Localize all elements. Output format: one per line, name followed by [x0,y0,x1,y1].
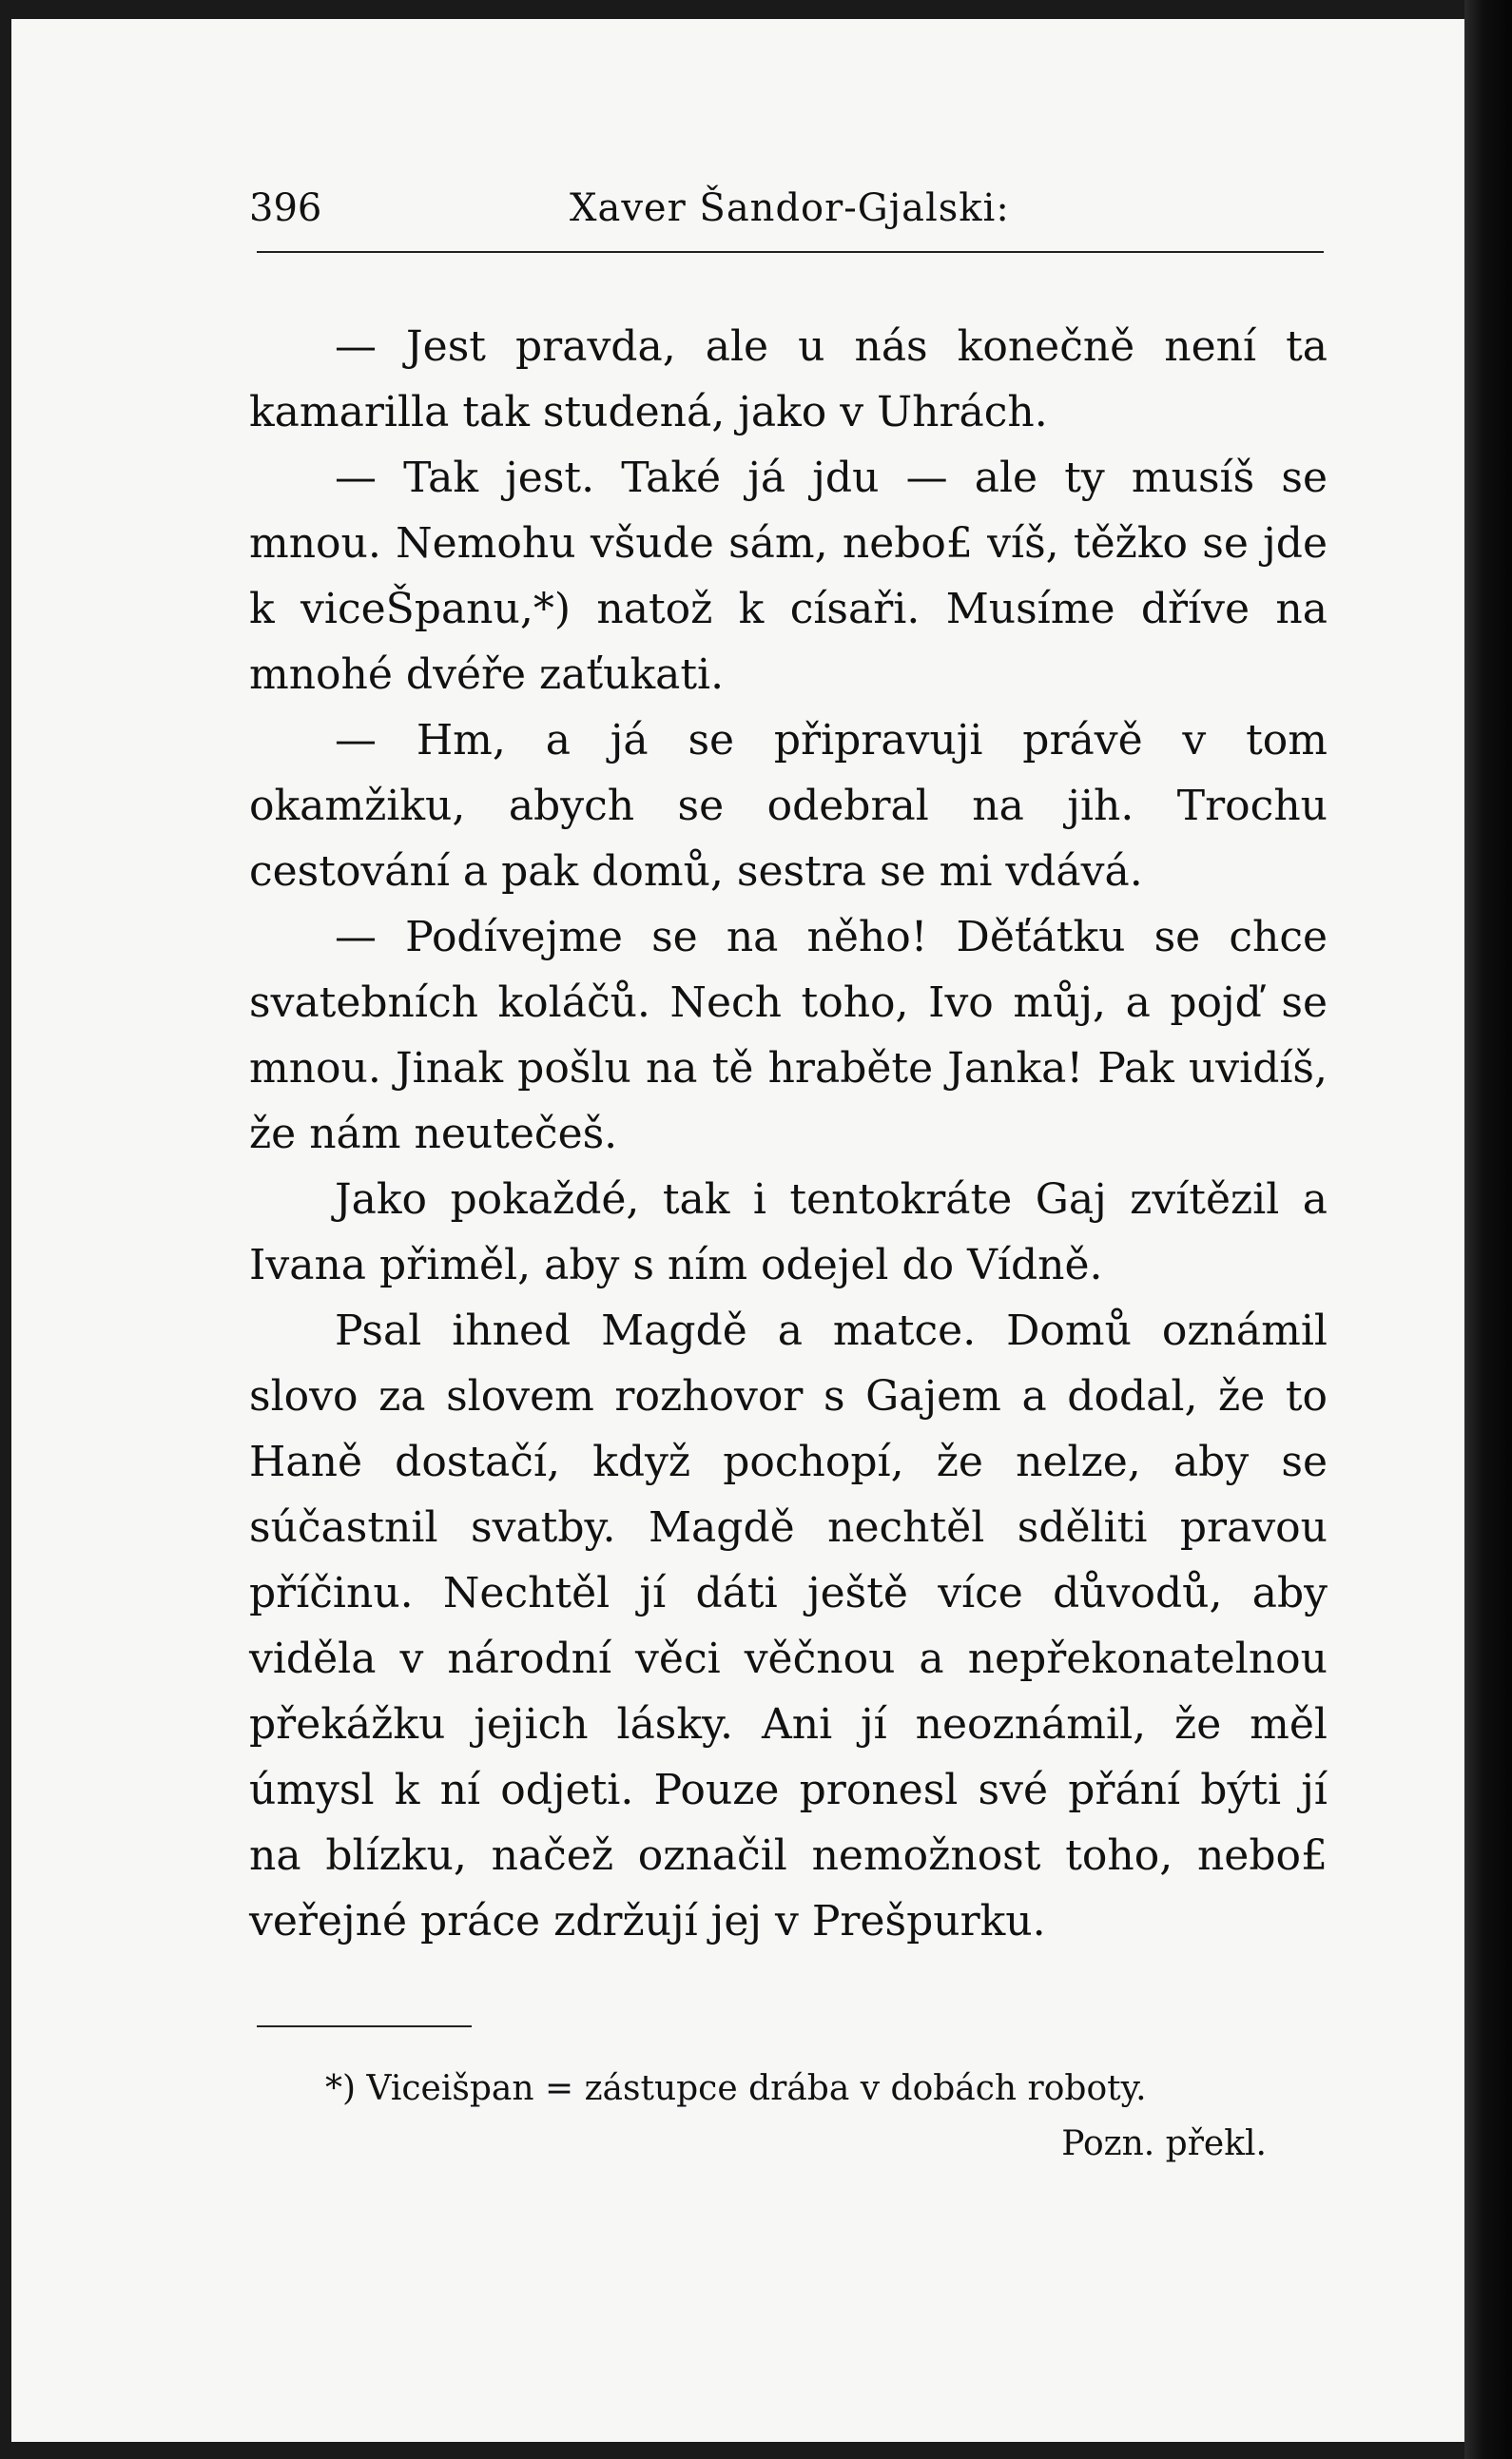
body-text [249,314,1328,1954]
paragraph: Psal ihned Magdě a matce. Domů oznámil slovo za slovem rozhovor s Gajem a dodal, že to Haně dostačí, když pochopí, že nelze, aby se súčastnil svatby. Magdě nechtěl sděliti pravou příčinu. Nechtěl jí dáti ještě více důvodů, aby viděla v národní věci věčnou a nepřekonatelnou překážku jejich lásky. Ani jí neoznámil, že měl úmysl k ní odjeti. Pouze pronesl své přání býti jí na blízku, načež označil nemožnost toho, nebo£ veřejné práce zdržují jej v Prešpurku. [249,1307,1328,1946]
running-head: Xaver Šandor-Gjalski: [570,186,1010,230]
page-header [249,186,1328,240]
paragraph: — Hm, a já se připravuji právě v tom okamžiku, abych se odebral na jih. Trochu cestování a pak domů, sestra se mi vdává. [249,716,1328,896]
footnote-text: *) Viceišpan = zástupce drába v dobách roboty. [325,2069,1147,2108]
paragraph: — Podívejme se na něho! Děťátku se chce svatebních koláčů. Nech toho, Ivo můj, a pojď se mnou. Jinak pošlu na tě hraběte Janka! Pak uvidíš, že nám neutečeš. [249,913,1328,1158]
paragraph: — Tak jest. Také já jdu — ale ty musíš se mnou. Nemohu všude sám, nebo£ víš, těžko se jde k viceŠpanu,*) natož k císaři. Musíme dříve na mnohé dvéře zaťukati. [249,454,1328,699]
paragraph: — Jest pravda, ale u nás konečně není ta kamarilla tak studená, jako v Uhrách. [249,322,1328,436]
footnote-credit: Pozn. překl. [1061,2124,1267,2163]
header-rule [257,251,1324,253]
paragraph: Jako pokaždé, tak i tentokráte Gaj zvítězil a Ivana přiměl, aby s ním odejel do Vídně. [249,1175,1328,1289]
page-number: 396 [249,186,322,230]
footnote [249,2062,1328,2172]
footnote-rule [257,2025,472,2027]
page-edge-shadow [1464,0,1512,2459]
